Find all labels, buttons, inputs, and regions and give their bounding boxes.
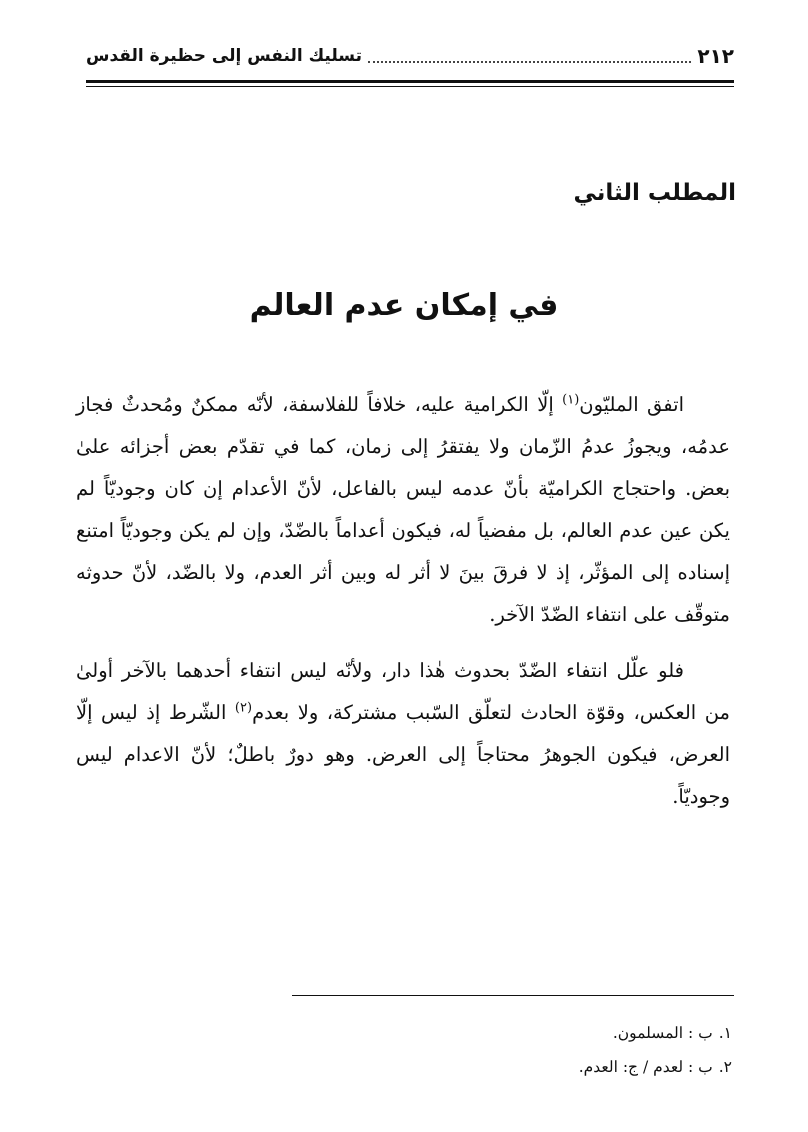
- paragraph-text: اتفق المليّون: [579, 393, 684, 416]
- footnote-number: ٢.: [718, 1058, 732, 1076]
- paragraph-1: [76, 384, 730, 636]
- header-rule-thin: [86, 86, 734, 87]
- chapter-heading: في إمكان عدم العالم: [249, 288, 559, 323]
- section-label: المطلب الثاني: [573, 180, 736, 206]
- body-text: [76, 384, 730, 832]
- page-number: ٢١٢: [697, 44, 734, 68]
- footnote-marker-1: (١): [562, 392, 580, 408]
- footnote-text: ب : لعدم / ج: العدم.: [578, 1058, 713, 1076]
- footnote-number: ١.: [718, 1024, 732, 1042]
- footnote-text: ب : المسلمون.: [612, 1024, 713, 1042]
- header-leader-dots: [368, 49, 691, 63]
- running-book-title: تسليك النفس إلى حظيرة القدس: [86, 46, 362, 66]
- header-rule-thick: [86, 80, 734, 83]
- footnote-marker-2: (٢): [234, 700, 253, 716]
- footnotes: [272, 1016, 732, 1084]
- footnote-separator: [292, 995, 734, 996]
- footnote-1: [272, 1016, 732, 1050]
- paragraph-text: فلو علّل انتفاء الضّدّ بحدوث هٰذا دار، ولأنّه ليس انتفاء أحدهما بالآخر أولىٰ من العكس، وقوّة الحادث لتعلّق السّبب مشتركة، ولا بعدم: [76, 659, 731, 724]
- footnote-2: [272, 1050, 732, 1084]
- running-header: [86, 40, 734, 72]
- paragraph-2: [76, 650, 730, 818]
- paragraph-text: الشّرط إذ ليس إلّا العرض، فيكون الجوهرُ محتاجاً إلى العرض. وهو دورٌ باطلٌ؛ لأنّ الاعدام ليس وجوديّاً.: [76, 701, 730, 808]
- paragraph-text: إلّا الكرامية عليه، خلافاً للفلاسفة، لأنّه ممكنٌ ومُحدثٌ فجاز عدمُه، ويجوزُ عدمُ الزّمان ولا يفتقرُ إلى زمان، كما في تقدّم بعض أجزائه علىٰ بعض. واحتجاج الكراميّة بأنّ عدمه ليس بالفاعل، لأنّ الأعدام إن كان وجوديّاً لم يكن عين عدم العالم، بل مفضياً له، فيكون أعداماً بالضّدّ، وإن لم يكن وجوديّاً امتنع إسناده إلى المؤثّر، إذ لا فرقَ بينَ لا أثر له وبين أثر العدم، ولا بالضّد، لأنّ حدوثه متوقّف على انتفاء الضّدّ الآخر.: [76, 393, 730, 626]
